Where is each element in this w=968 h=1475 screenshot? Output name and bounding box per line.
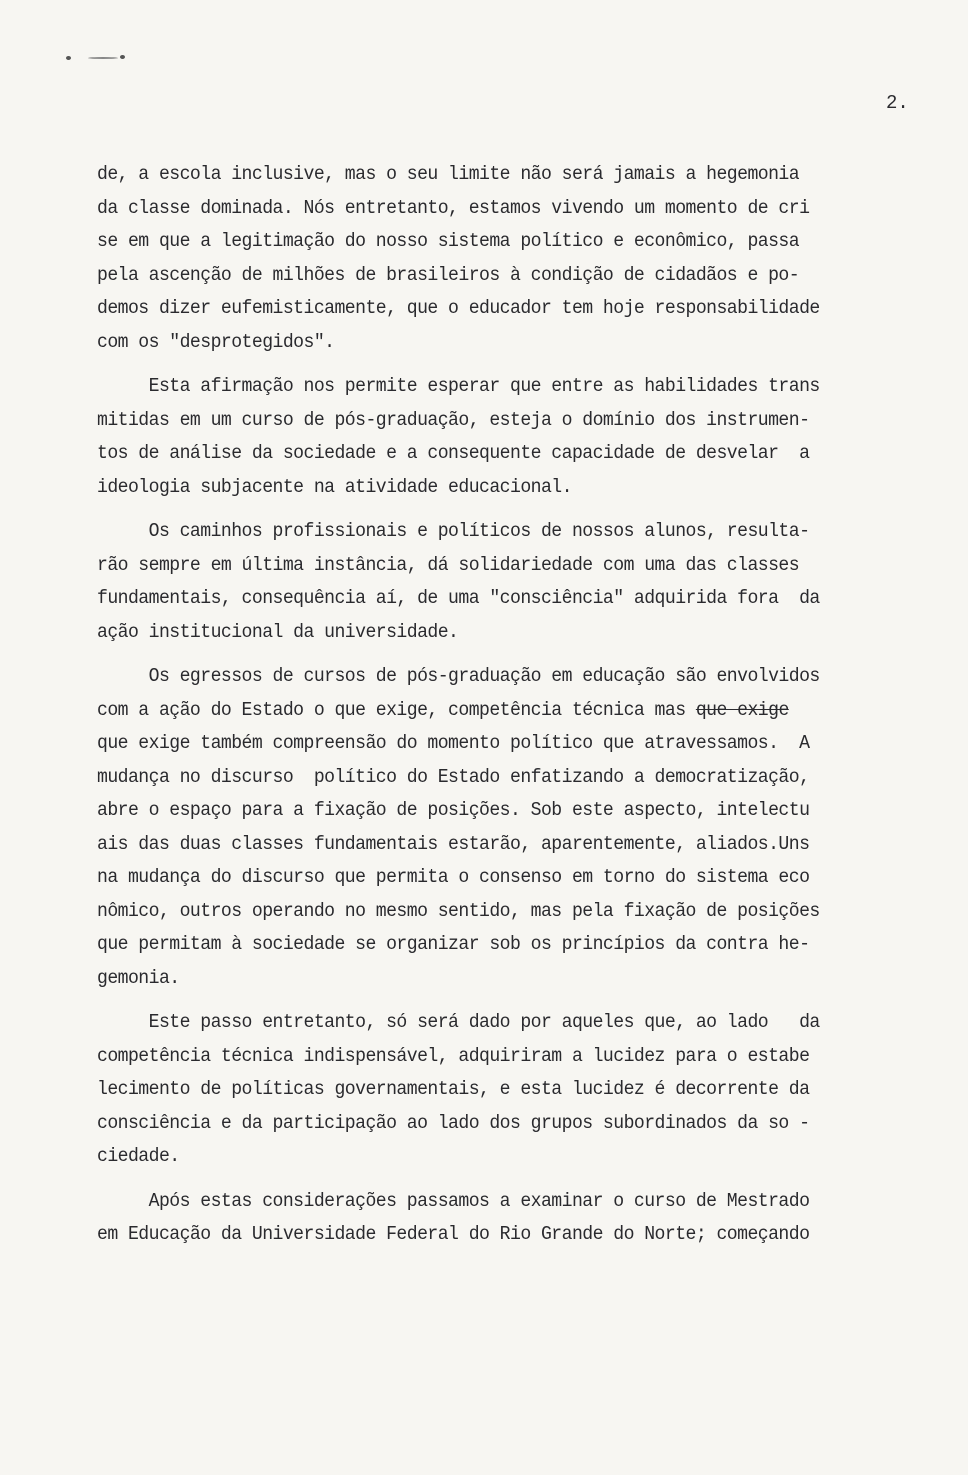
text-line bbox=[97, 549, 878, 583]
text-line bbox=[97, 370, 878, 404]
text-line bbox=[97, 794, 878, 828]
line-text: mudança no discurso político do Estado enfatizando a democratização, bbox=[97, 765, 810, 788]
line-text: se em que a legitimação do nosso sistema político e econômico, passa bbox=[97, 230, 800, 252]
text-line bbox=[97, 694, 878, 728]
text-line bbox=[97, 259, 878, 293]
paragraph bbox=[97, 515, 937, 649]
line-text: tos de análise da sociedade e a consequente capacidade de desvelar a bbox=[97, 442, 810, 464]
text-line bbox=[97, 660, 878, 694]
line-text: que permitam à sociedade se organizar sob os princípios da contra he- bbox=[97, 933, 810, 955]
text-line bbox=[97, 404, 878, 438]
line-text: ais das duas classes fundamentais estarão, aparentemente, aliados.Uns bbox=[97, 832, 810, 855]
struck-text: que exige bbox=[695, 698, 789, 721]
text-line bbox=[97, 828, 878, 862]
text-line bbox=[97, 761, 878, 795]
line-text: que exige também compreensão do momento político que atravessamos. A bbox=[97, 732, 810, 754]
text-line bbox=[97, 1073, 878, 1107]
line-text: em Educação da Universidade Federal do Rio Grande do Norte; começando bbox=[97, 1223, 810, 1245]
line-text: na mudança do discurso que permita o consenso em torno do sistema eco bbox=[97, 866, 810, 888]
line-text: com a ação do Estado o que exige, competência técnica mas bbox=[97, 698, 696, 721]
text-line bbox=[97, 1040, 878, 1074]
text-line bbox=[97, 962, 878, 996]
line-text: consciência e da participação ao lado dos grupos subordinados da so - bbox=[97, 1111, 810, 1134]
line-text: demos dizer eufemisticamente, que o educador tem hoje responsabilidade bbox=[97, 297, 820, 319]
line-text: lecimento de políticas governamentais, e esta lucidez é decorrente da bbox=[97, 1078, 810, 1100]
text-line bbox=[97, 928, 878, 962]
text-line bbox=[97, 192, 878, 226]
text-line bbox=[97, 515, 878, 549]
line-text: Os egressos de cursos de pós-graduação em educação são envolvidos bbox=[97, 665, 820, 687]
ink-speck bbox=[120, 55, 125, 59]
paragraph bbox=[97, 660, 937, 995]
line-text: competência técnica indispensável, adquiriram a lucidez para o estabe bbox=[97, 1044, 810, 1067]
line-text: nômico, outros operando no mesmo sentido, mas pela fixação de posições bbox=[97, 899, 820, 922]
text-line bbox=[97, 895, 878, 929]
text-line bbox=[97, 1185, 878, 1219]
text-line bbox=[97, 326, 878, 360]
text-line bbox=[97, 1107, 878, 1141]
text-line bbox=[97, 292, 878, 326]
line-text: fundamentais, consequência aí, de uma "consciência" adquirida fora da bbox=[97, 587, 820, 609]
line-text: com os "desprotegidos". bbox=[97, 330, 335, 353]
text-line bbox=[97, 727, 878, 761]
line-text: de, a escola inclusive, mas o seu limite não será jamais a hegemonia bbox=[97, 163, 800, 185]
line-text: Após estas considerações passamos a examinar o curso de Mestrado bbox=[97, 1189, 810, 1212]
line-text: Esta afirmação nos permite esperar que entre as habilidades trans bbox=[97, 375, 820, 397]
text-line bbox=[97, 225, 878, 259]
line-text: ideologia subjacente na atividade educacional. bbox=[97, 475, 572, 498]
line-text: abre o espaço para a fixação de posições. Sob este aspecto, intelectu bbox=[97, 799, 810, 821]
text-line bbox=[97, 861, 878, 895]
paragraph bbox=[97, 158, 937, 359]
text-line bbox=[97, 471, 878, 505]
text-line bbox=[97, 158, 878, 192]
paragraph bbox=[97, 1006, 937, 1174]
text-line bbox=[97, 582, 878, 616]
line-text: Este passo entretanto, só será dado por aqueles que, ao lado da bbox=[97, 1011, 820, 1033]
line-text: Os caminhos profissionais e políticos de nossos alunos, resulta- bbox=[97, 520, 810, 542]
line-text: ação institucional da universidade. bbox=[97, 620, 459, 643]
text-line bbox=[97, 437, 878, 471]
document-body bbox=[97, 158, 937, 1263]
paragraph bbox=[97, 1185, 937, 1252]
line-text: rão sempre em última instância, dá solidariedade com uma das classes bbox=[97, 553, 800, 576]
text-line bbox=[97, 1140, 878, 1174]
line-text: pela ascenção de milhões de brasileiros à condição de cidadãos e po- bbox=[97, 263, 800, 286]
line-text: da classe dominada. Nós entretanto, estamos vivendo um momento de cri bbox=[97, 196, 810, 219]
ink-speck bbox=[66, 56, 71, 60]
line-text: gemonia. bbox=[97, 966, 180, 989]
text-line bbox=[97, 1006, 878, 1040]
page-number: 2. bbox=[886, 92, 909, 114]
ink-speck bbox=[88, 57, 118, 59]
line-text: mitidas em um curso de pós-graduação, esteja o domínio dos instrumen- bbox=[97, 408, 810, 431]
text-line bbox=[97, 616, 878, 650]
line-text: ciedade. bbox=[97, 1145, 180, 1167]
paragraph bbox=[97, 370, 937, 504]
text-line bbox=[97, 1218, 878, 1252]
